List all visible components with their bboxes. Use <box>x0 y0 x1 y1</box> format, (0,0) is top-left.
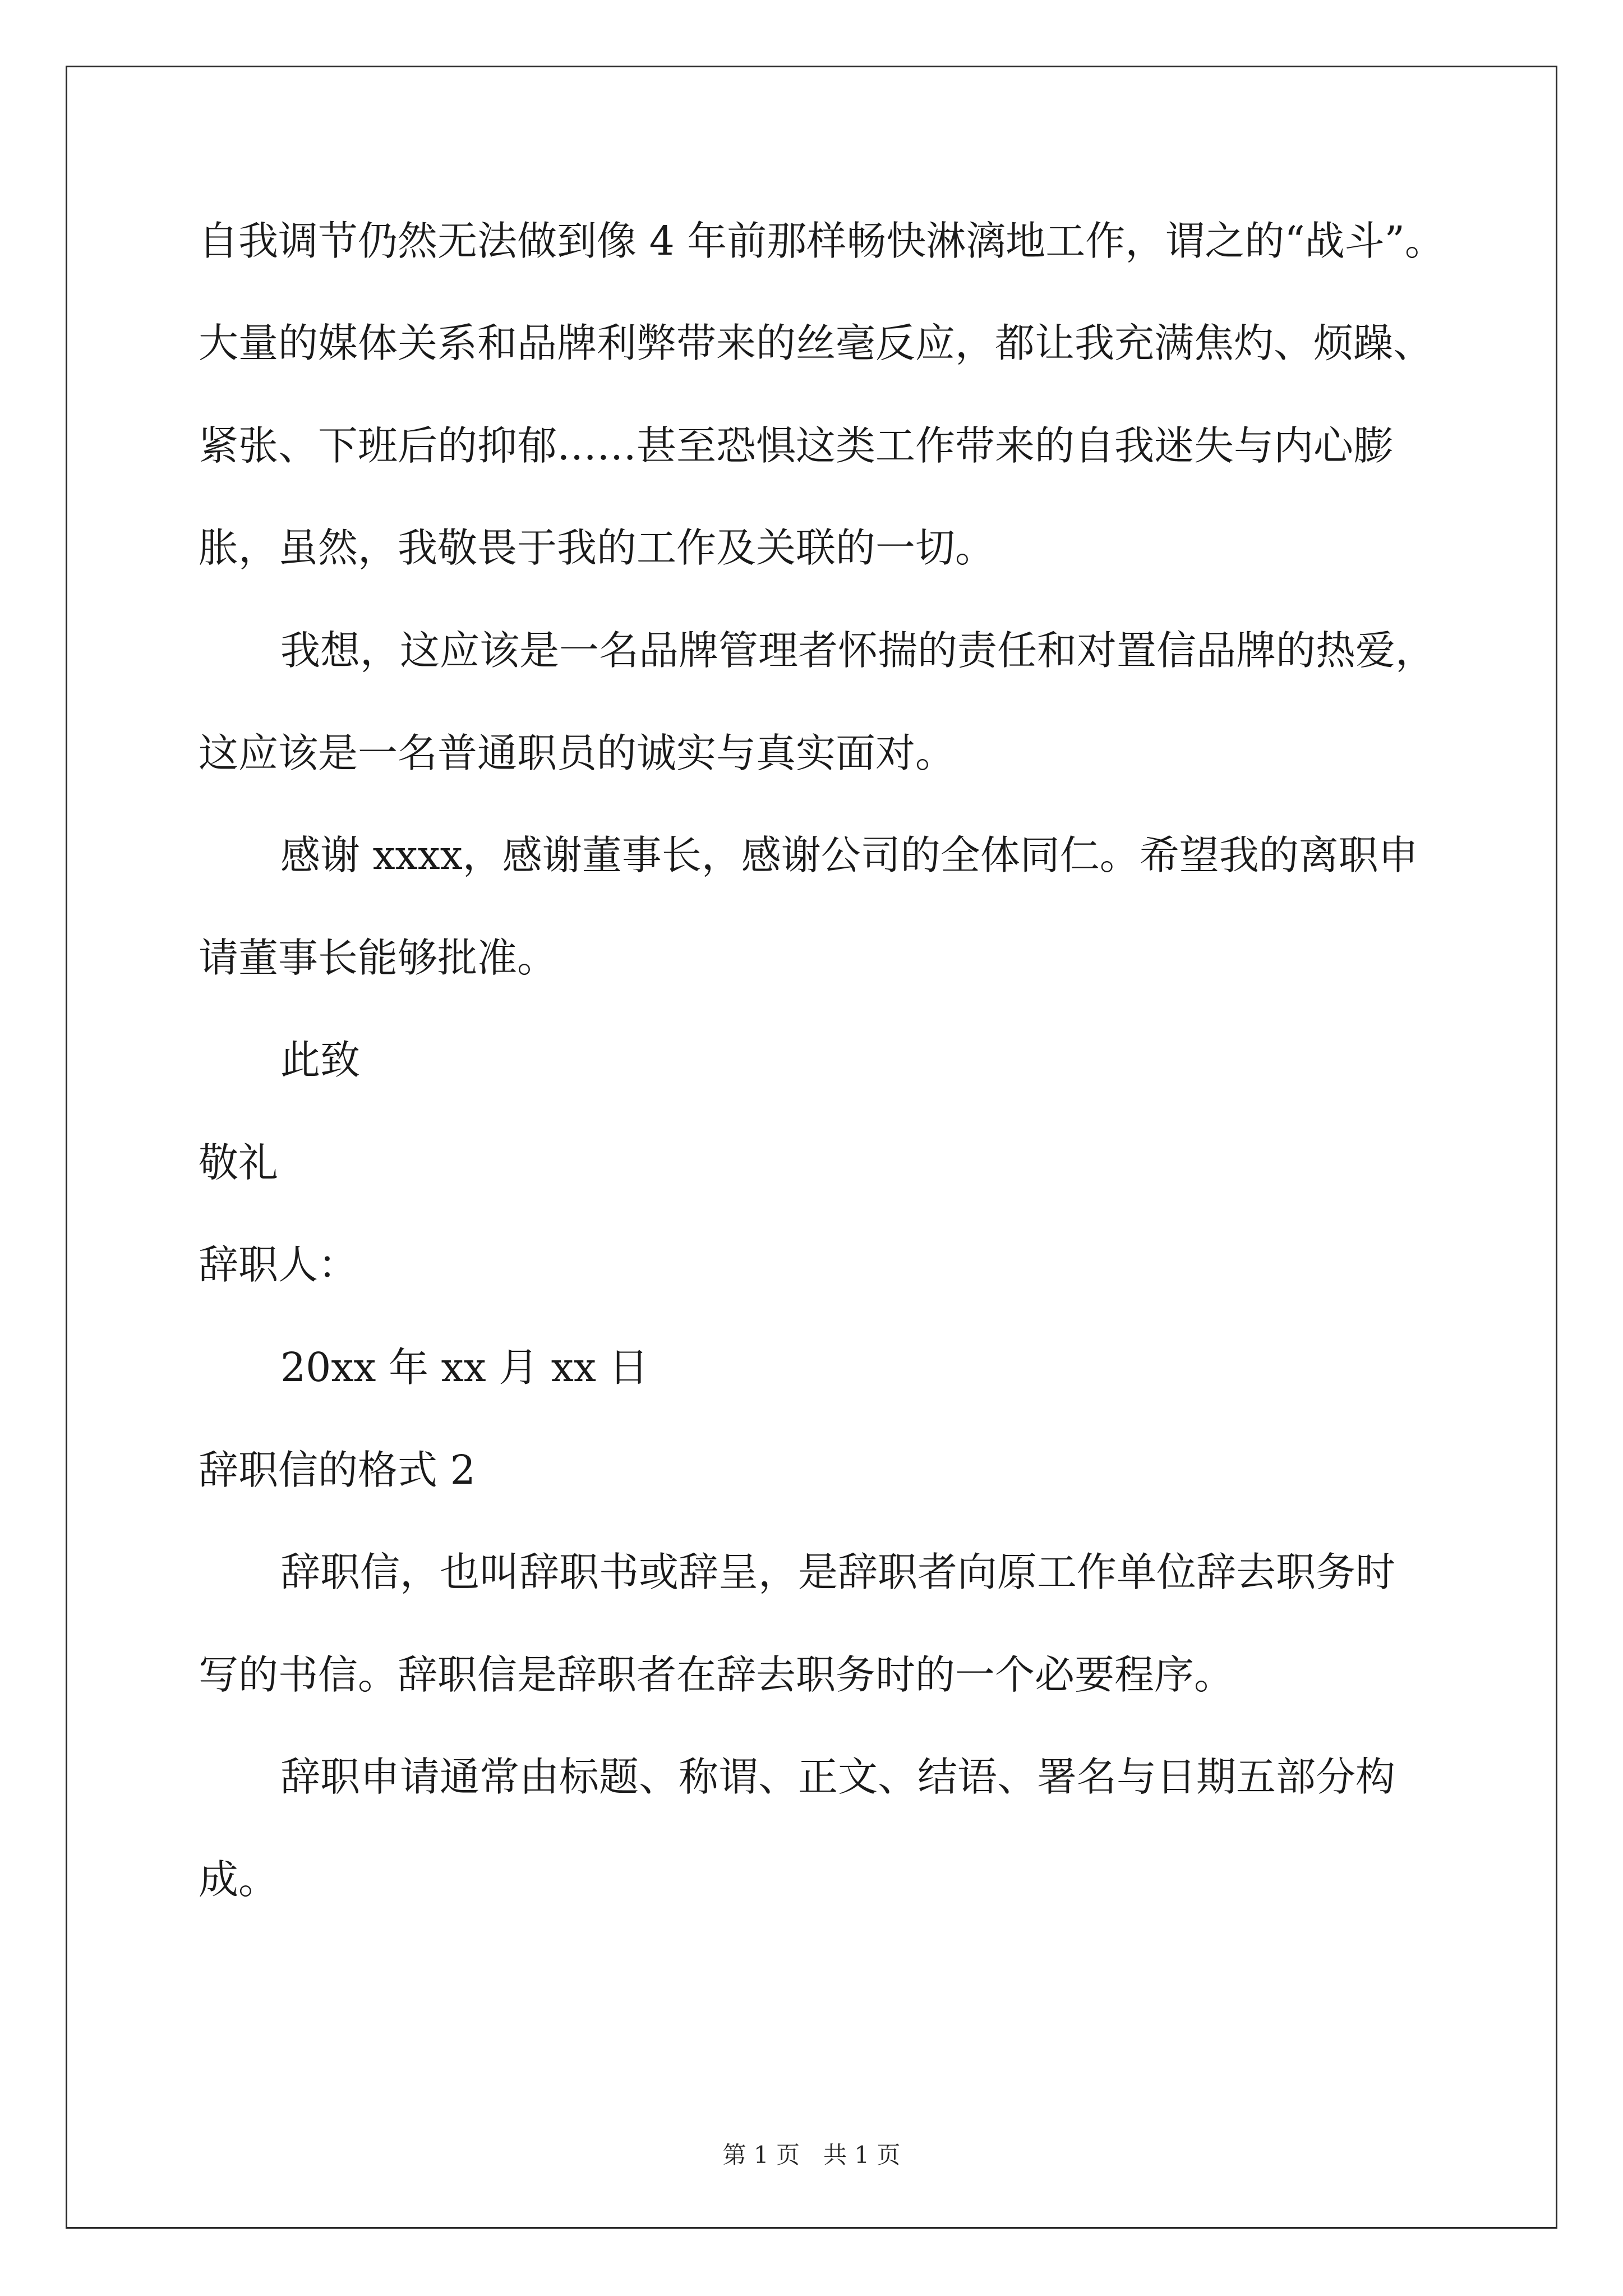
body-line: 自我调节仍然无法做到像 4 年前那样畅快淋漓地工作，谓之的“战斗”。 <box>199 218 1445 264</box>
body-line: 紧张、下班后的抑郁……甚至恐惧这类工作带来的自我迷失与内心膨 <box>199 422 1394 469</box>
body-line: 这应该是一名普通职员的诚实与真实面对。 <box>199 730 956 776</box>
body-line: 大量的媒体关系和品牌利弊带来的丝毫反应，都让我充满焦灼、烦躁、 <box>199 320 1433 366</box>
body-line: 成。 <box>199 1856 279 1903</box>
body-line: 胀，虽然，我敬畏于我的工作及关联的一切。 <box>199 524 995 571</box>
page-number: 第 1 页 共 1 页 <box>722 2141 901 2169</box>
signature-label: 辞职人： <box>199 1241 358 1288</box>
body-line: 写的书信。辞职信是辞职者在辞去职务时的一个必要程序。 <box>199 1651 1234 1698</box>
body-line: 辞职申请通常由标题、称谓、正文、结语、署名与日期五部分构 <box>280 1754 1396 1800</box>
body-line: 感谢 xxxx，感谢董事长，感谢公司的全体同仁。希望我的离职申 <box>280 832 1418 878</box>
closing-salutation: 此致 <box>280 1037 361 1083</box>
body-line: 我想，这应该是一名品牌管理者怀揣的责任和对置信品牌的热爱， <box>280 627 1436 674</box>
body-line: 请董事长能够批准。 <box>199 935 557 981</box>
signature-date: 20xx 年 xx 月 xx 日 <box>280 1344 649 1391</box>
body-line: 辞职信，也叫辞职书或辞呈，是辞职者向原工作单位辞去职务时 <box>280 1549 1396 1595</box>
page-border <box>66 66 1557 2229</box>
closing-regards: 敬礼 <box>199 1139 279 1186</box>
section-heading: 辞职信的格式 2 <box>199 1447 476 1493</box>
